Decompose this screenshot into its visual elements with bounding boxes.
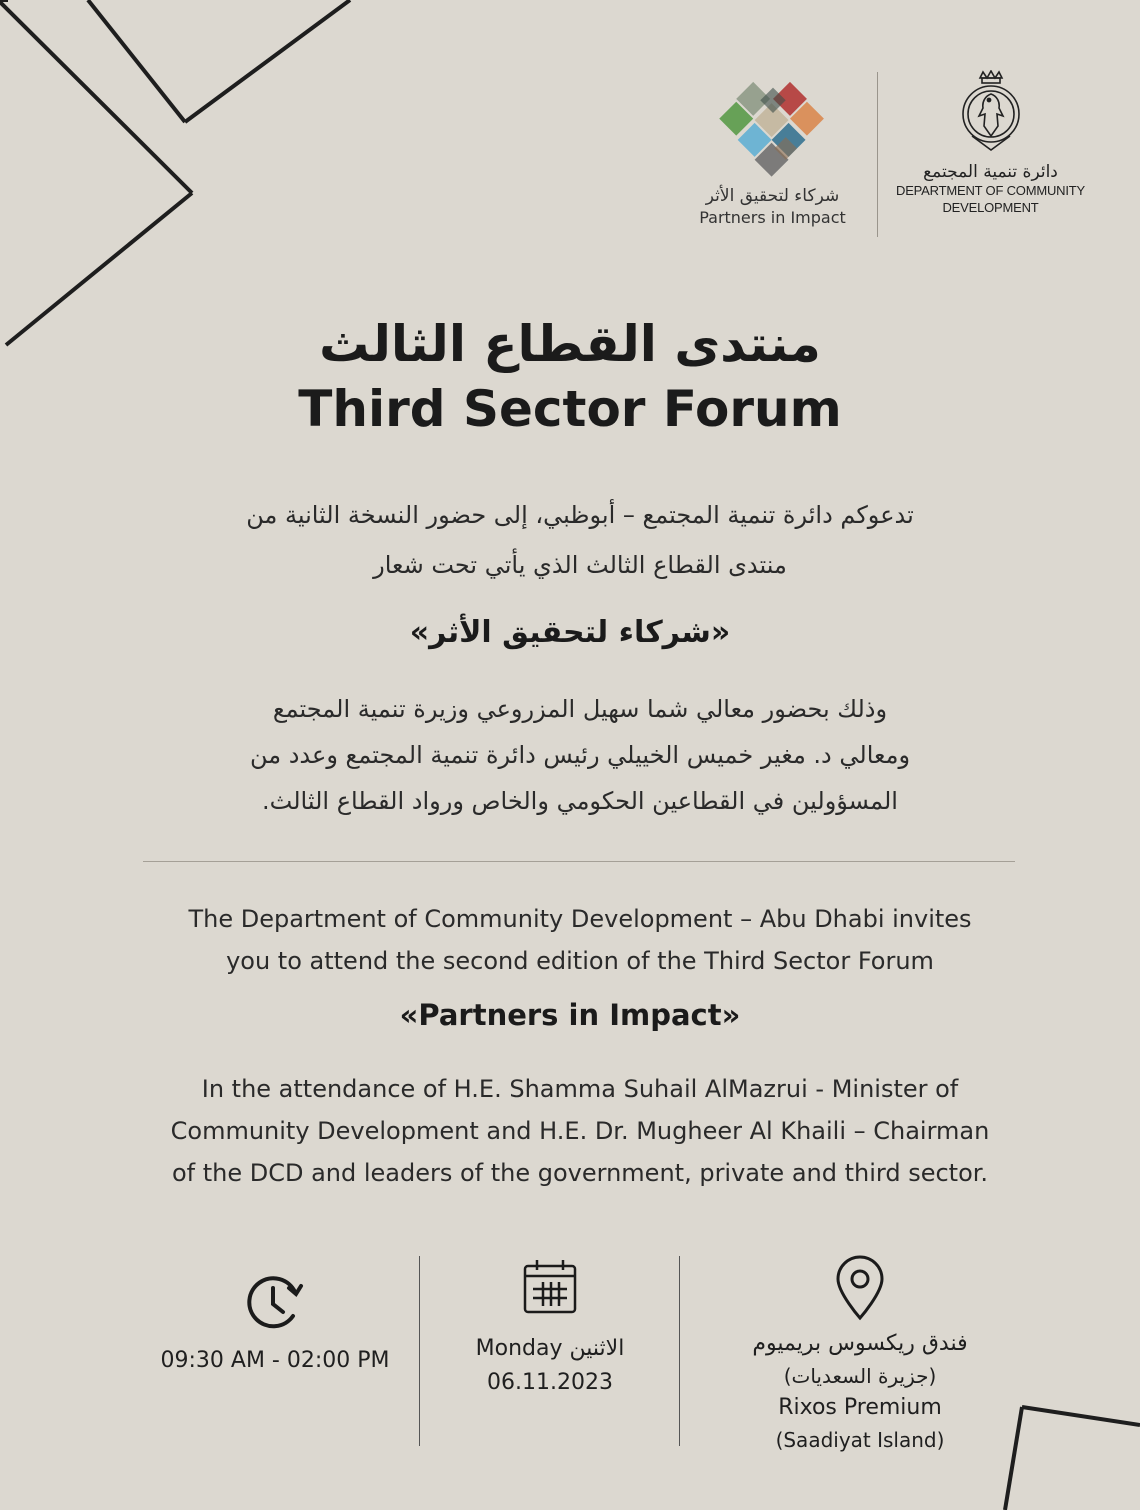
arabic-invite-line2: منتدى القطاع الثالث الذي يأتي تحت شعار <box>373 551 787 579</box>
partners-logo-arabic: شركاء لتحقيق الأثر <box>705 186 840 206</box>
arabic-attendance <box>170 686 990 824</box>
english-invitation <box>155 898 1005 982</box>
english-invite-line2: you to attend the second edition of the Third Sector Forum <box>226 947 934 975</box>
partners-logo-english: Partners in Impact <box>699 208 846 227</box>
falcon-emblem-icon <box>958 70 1024 156</box>
calendar-icon <box>521 1258 579 1316</box>
venue-area-english: (Saadiyat Island) <box>775 1428 945 1452</box>
event-date-value: 06.11.2023 <box>487 1370 613 1395</box>
dcd-logo <box>893 70 1088 216</box>
venue-english: Rixos Premium <box>778 1395 942 1420</box>
english-attend-line1: In the attendance of H.E. Shamma Suhail AlMazrui - Minister of <box>201 1075 959 1103</box>
venue-arabic: فندق ريكسوس بريميوم <box>752 1331 968 1356</box>
event-date <box>430 1258 670 1400</box>
time-range: 09:30 AM - 02:00 PM <box>160 1348 390 1373</box>
details-divider-1 <box>419 1256 420 1446</box>
english-invite-line1: The Department of Community Development – Abu Dhabi invites <box>188 905 972 933</box>
section-divider <box>143 861 1015 862</box>
arabic-attend-line3: المسؤولين في القطاعين الحكومي والخاص ورواد القطاع الثالث. <box>262 787 898 815</box>
english-slogan: «Partners in Impact» <box>399 998 741 1032</box>
arabic-attend-line1: وذلك بحضور معالي شما سهيل المزروعي وزيرة تنمية المجتمع <box>272 695 888 723</box>
venue-area-arabic: (جزيرة السعديات) <box>783 1364 937 1388</box>
dcd-logo-english-line1: DEPARTMENT OF COMMUNITY <box>896 183 1085 198</box>
location-pin-icon <box>834 1255 886 1321</box>
partners-in-impact-logo <box>690 80 855 227</box>
details-divider-2 <box>679 1256 680 1446</box>
day-english: Monday <box>475 1336 563 1361</box>
arabic-invitation <box>170 490 990 590</box>
english-attend-line2: Community Development and H.E. Dr. Mugheer Al Khaili – Chairman <box>170 1117 990 1145</box>
event-location <box>720 1255 1000 1455</box>
english-attendance <box>155 1068 1005 1194</box>
dcd-logo-arabic: دائرة تنمية المجتمع <box>923 162 1058 182</box>
arabic-slogan: «شركاء لتحقيق الأثر» <box>409 615 731 650</box>
mosaic-logo-icon <box>703 80 843 180</box>
arabic-attend-line2: ومعالي د. مغير خميس الخييلي رئيس دائرة تنمية المجتمع وعدد من <box>249 741 911 769</box>
arabic-invite-line1: تدعوكم دائرة تنمية المجتمع – أبوظبي، إلى حضور النسخة الثانية من <box>246 501 914 529</box>
clock-icon <box>243 1270 307 1332</box>
english-attend-line3: of the DCD and leaders of the government, private and third sector. <box>171 1159 989 1187</box>
event-time <box>150 1270 400 1378</box>
day-arabic: الاثنين <box>569 1336 625 1361</box>
forum-title-english: Third Sector Forum <box>298 380 842 438</box>
dcd-logo-english-line2: DEVELOPMENT <box>942 200 1039 215</box>
event-day <box>430 1332 670 1366</box>
forum-title-arabic: منتدى القطاع الثالث <box>319 315 821 373</box>
header-divider <box>877 72 878 237</box>
